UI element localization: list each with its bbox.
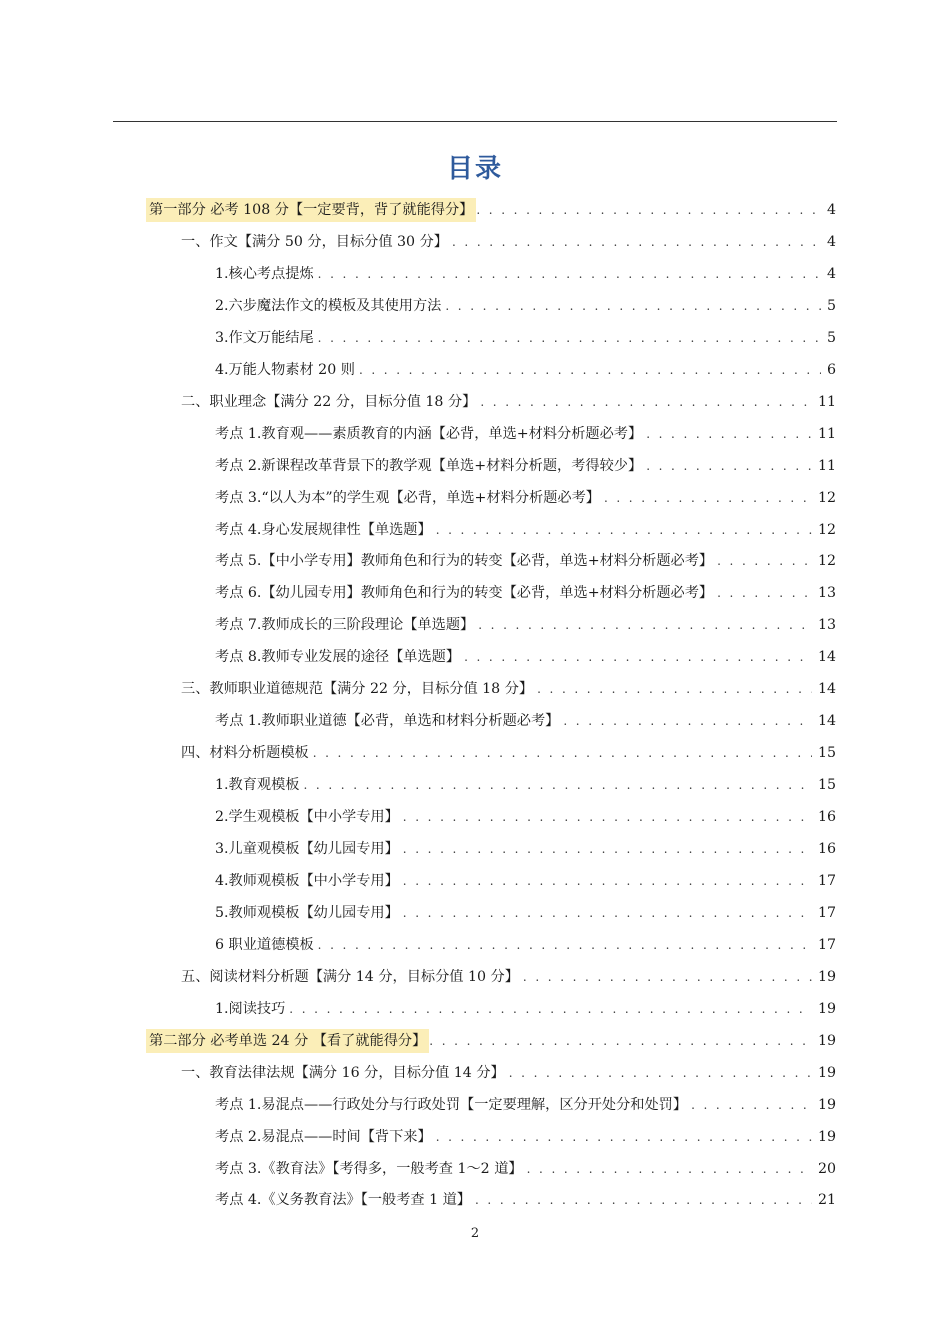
toc-leader-dots bbox=[436, 1125, 812, 1149]
toc-entry-text: 2.六步魔法作文的模板及其使用方法 bbox=[215, 297, 442, 314]
toc-entry-text: 四、材料分析题模板 bbox=[181, 745, 309, 762]
toc-entry-page: 15 bbox=[817, 745, 836, 762]
toc-entry[interactable] bbox=[181, 390, 836, 414]
toc-entry-page: 5 bbox=[826, 329, 836, 346]
toc-entry[interactable] bbox=[215, 486, 836, 510]
toc-entry-page: 12 bbox=[817, 553, 836, 570]
toc-entry[interactable] bbox=[215, 805, 836, 829]
toc-leader-dots bbox=[436, 518, 812, 542]
toc-entry-text: 考点 3.《教育法》【考得多，一般考查 1～2 道】 bbox=[215, 1160, 523, 1177]
toc-entry[interactable] bbox=[215, 837, 836, 861]
toc-leader-dots bbox=[475, 1188, 812, 1212]
toc-entry-text: 考点 6.【幼儿园专用】教师角色和行为的转变【必背，单选+材料分析题必考】 bbox=[215, 585, 714, 602]
toc-entry-page: 19 bbox=[817, 1096, 836, 1113]
toc-entry[interactable] bbox=[215, 933, 836, 957]
toc-entry-page: 4 bbox=[826, 265, 836, 282]
toc-entry[interactable] bbox=[215, 613, 836, 637]
toc-entry-text: 五、阅读材料分析题【满分 14 分，目标分值 10 分】 bbox=[181, 968, 519, 985]
toc-leader-dots bbox=[604, 486, 812, 510]
toc-entry-page: 20 bbox=[817, 1160, 836, 1177]
toc-entry-page: 11 bbox=[817, 425, 836, 442]
toc-entry[interactable] bbox=[215, 326, 836, 350]
toc-leader-dots bbox=[476, 198, 821, 222]
toc-leader-dots bbox=[359, 358, 821, 382]
toc-entry[interactable] bbox=[215, 773, 836, 797]
toc-entry-text: 第一部分 必考 108 分【一定要背，背了就能得分】 bbox=[146, 198, 476, 222]
toc-entry-page: 4 bbox=[826, 202, 836, 218]
toc-entry[interactable] bbox=[215, 997, 836, 1021]
toc-entry-page: 17 bbox=[817, 936, 836, 953]
toc-entry[interactable] bbox=[215, 422, 836, 446]
toc-entry[interactable] bbox=[215, 1125, 836, 1149]
toc-entry-text: 考点 4.《义务教育法》【一般考查 1 道】 bbox=[215, 1192, 471, 1209]
toc-entry[interactable] bbox=[215, 454, 836, 478]
toc-entry-text: 考点 4.身心发展规律性【单选题】 bbox=[215, 521, 432, 538]
toc-entry-page: 17 bbox=[817, 904, 836, 921]
page-number: 2 bbox=[470, 1226, 480, 1241]
toc-entry-page: 19 bbox=[817, 968, 836, 985]
toc-entry-text: 考点 2.新课程改革背景下的教学观【单选+材料分析题，考得较少】 bbox=[215, 457, 643, 474]
toc-entry[interactable] bbox=[215, 1157, 836, 1181]
toc-entry-text: 考点 5.【中小学专用】教师角色和行为的转变【必背，单选+材料分析题必考】 bbox=[215, 553, 714, 570]
toc-leader-dots bbox=[563, 709, 812, 733]
toc-entry-text: 考点 7.教师成长的三阶段理论【单选题】 bbox=[215, 617, 475, 634]
toc-entry-page: 19 bbox=[817, 1128, 836, 1145]
toc-entry[interactable] bbox=[215, 581, 836, 605]
toc-entry[interactable] bbox=[215, 1188, 836, 1212]
toc-leader-dots bbox=[523, 965, 812, 989]
toc-entry[interactable] bbox=[146, 1029, 836, 1053]
toc-entry-text: 考点 3.“以人为本”的学生观【必背，单选+材料分析题必考】 bbox=[215, 489, 600, 506]
toc-entry[interactable] bbox=[215, 262, 836, 286]
toc-leader-dots bbox=[403, 901, 812, 925]
toc-entry[interactable] bbox=[215, 645, 836, 669]
toc-entry-page: 17 bbox=[817, 872, 836, 889]
toc-entry-page: 19 bbox=[817, 1032, 836, 1049]
toc-entry[interactable] bbox=[181, 965, 836, 989]
toc-entry-text: 一、作文【满分 50 分，目标分值 30 分】 bbox=[181, 233, 448, 250]
toc-entry-page: 16 bbox=[817, 841, 836, 857]
toc-leader-dots bbox=[717, 581, 812, 605]
toc-entry-page: 15 bbox=[817, 777, 836, 794]
toc-leader-dots bbox=[318, 326, 821, 350]
toc-entry[interactable] bbox=[215, 549, 836, 573]
toc-leader-dots bbox=[717, 549, 812, 573]
toc-entry-text: 考点 1.教师职业道德【必背，单选和材料分析题必考】 bbox=[215, 713, 560, 730]
toc-entry-page: 14 bbox=[817, 713, 836, 730]
toc-entry[interactable] bbox=[215, 709, 836, 733]
toc-entry-text: 考点 2.易混点——时间【背下来】 bbox=[215, 1128, 432, 1145]
toc-title: 目录 bbox=[446, 154, 503, 184]
toc-entry-page: 6 bbox=[826, 361, 836, 378]
toc-entry-page: 19 bbox=[817, 1064, 836, 1081]
toc-entry-page: 14 bbox=[817, 681, 836, 698]
toc-entry[interactable] bbox=[215, 358, 836, 382]
toc-entry-text: 一、教育法律法规【满分 16 分，目标分值 14 分】 bbox=[181, 1064, 505, 1081]
toc-entry-page: 13 bbox=[817, 617, 836, 634]
toc-entry-text: 2.学生观模板【中小学专用】 bbox=[215, 809, 399, 826]
toc-entry-page: 11 bbox=[817, 457, 836, 474]
toc-entry-page: 21 bbox=[817, 1192, 836, 1209]
toc-entry[interactable] bbox=[181, 1061, 836, 1085]
toc-entry-page: 16 bbox=[817, 809, 836, 826]
toc-entry[interactable] bbox=[215, 294, 836, 318]
toc-leader-dots bbox=[464, 645, 812, 669]
toc-entry[interactable] bbox=[215, 1093, 836, 1117]
toc-entry[interactable] bbox=[181, 677, 836, 701]
toc-entry-page: 11 bbox=[817, 393, 836, 410]
toc-leader-dots bbox=[445, 294, 821, 318]
toc-leader-dots bbox=[646, 454, 812, 478]
toc-entry-text: 5.教师观模板【幼儿园专用】 bbox=[215, 904, 399, 921]
toc-entry-text: 4.万能人物素材 20 则 bbox=[215, 361, 355, 378]
toc-entry-page: 19 bbox=[817, 1000, 836, 1017]
toc-entry[interactable] bbox=[146, 198, 836, 222]
toc-leader-dots bbox=[403, 869, 812, 893]
toc-leader-dots bbox=[318, 262, 821, 286]
toc-entry[interactable] bbox=[215, 869, 836, 893]
toc-entry-text: 3.作文万能结尾 bbox=[215, 329, 314, 346]
toc-entry-text: 三、教师职业道德规范【满分 22 分，目标分值 18 分】 bbox=[181, 681, 534, 698]
toc-entry-page: 4 bbox=[826, 233, 836, 250]
toc-entry-text: 考点 1.易混点——行政处分与行政处罚【一定要理解，区分开处分和处罚】 bbox=[215, 1096, 688, 1113]
toc-entry[interactable] bbox=[181, 741, 836, 765]
toc-leader-dots bbox=[527, 1157, 812, 1181]
toc-entry-text: 3.儿童观模板【幼儿园专用】 bbox=[215, 841, 399, 857]
toc-leader-dots bbox=[429, 1029, 812, 1053]
toc-leader-dots bbox=[313, 741, 812, 765]
toc-leader-dots bbox=[303, 773, 811, 797]
toc-entry-text: 1.教育观模板 bbox=[215, 777, 300, 794]
toc-leader-dots bbox=[509, 1061, 812, 1085]
toc-leader-dots bbox=[318, 933, 812, 957]
toc-leader-dots bbox=[691, 1093, 812, 1117]
toc-entry[interactable] bbox=[215, 901, 836, 925]
toc-entry-page: 12 bbox=[817, 521, 836, 538]
toc-entry-page: 14 bbox=[817, 649, 836, 666]
toc-entry-text: 考点 8.教师专业发展的途径【单选题】 bbox=[215, 649, 461, 666]
toc-entry-text: 1.核心考点提炼 bbox=[215, 265, 314, 282]
toc-leader-dots bbox=[403, 805, 812, 829]
toc-entry-text: 第二部分 必考单选 24 分 【看了就能得分】 bbox=[146, 1029, 429, 1053]
toc-entry-text: 二、职业理念【满分 22 分，目标分值 18 分】 bbox=[181, 393, 477, 410]
toc-leader-dots bbox=[537, 677, 812, 701]
toc-entry-text: 4.教师观模板【中小学专用】 bbox=[215, 872, 399, 889]
toc-leader-dots bbox=[646, 422, 812, 446]
toc-leader-dots bbox=[478, 613, 812, 637]
toc-entry-page: 13 bbox=[817, 585, 836, 602]
toc-leader-dots bbox=[480, 390, 812, 414]
toc-entry[interactable] bbox=[215, 518, 836, 542]
toc-entry-text: 1.阅读技巧 bbox=[215, 1000, 286, 1017]
toc-entry-text: 考点 1.教育观——素质教育的内涵【必背，单选+材料分析题必考】 bbox=[215, 425, 643, 442]
toc-entry-page: 12 bbox=[817, 489, 836, 506]
toc-entry-text: 6 职业道德模板 bbox=[215, 936, 314, 953]
toc-leader-dots bbox=[452, 230, 821, 254]
toc-entry-page: 5 bbox=[826, 297, 836, 314]
toc-entry[interactable] bbox=[181, 230, 836, 254]
toc-leader-dots bbox=[289, 997, 812, 1021]
toc-leader-dots bbox=[403, 837, 812, 861]
